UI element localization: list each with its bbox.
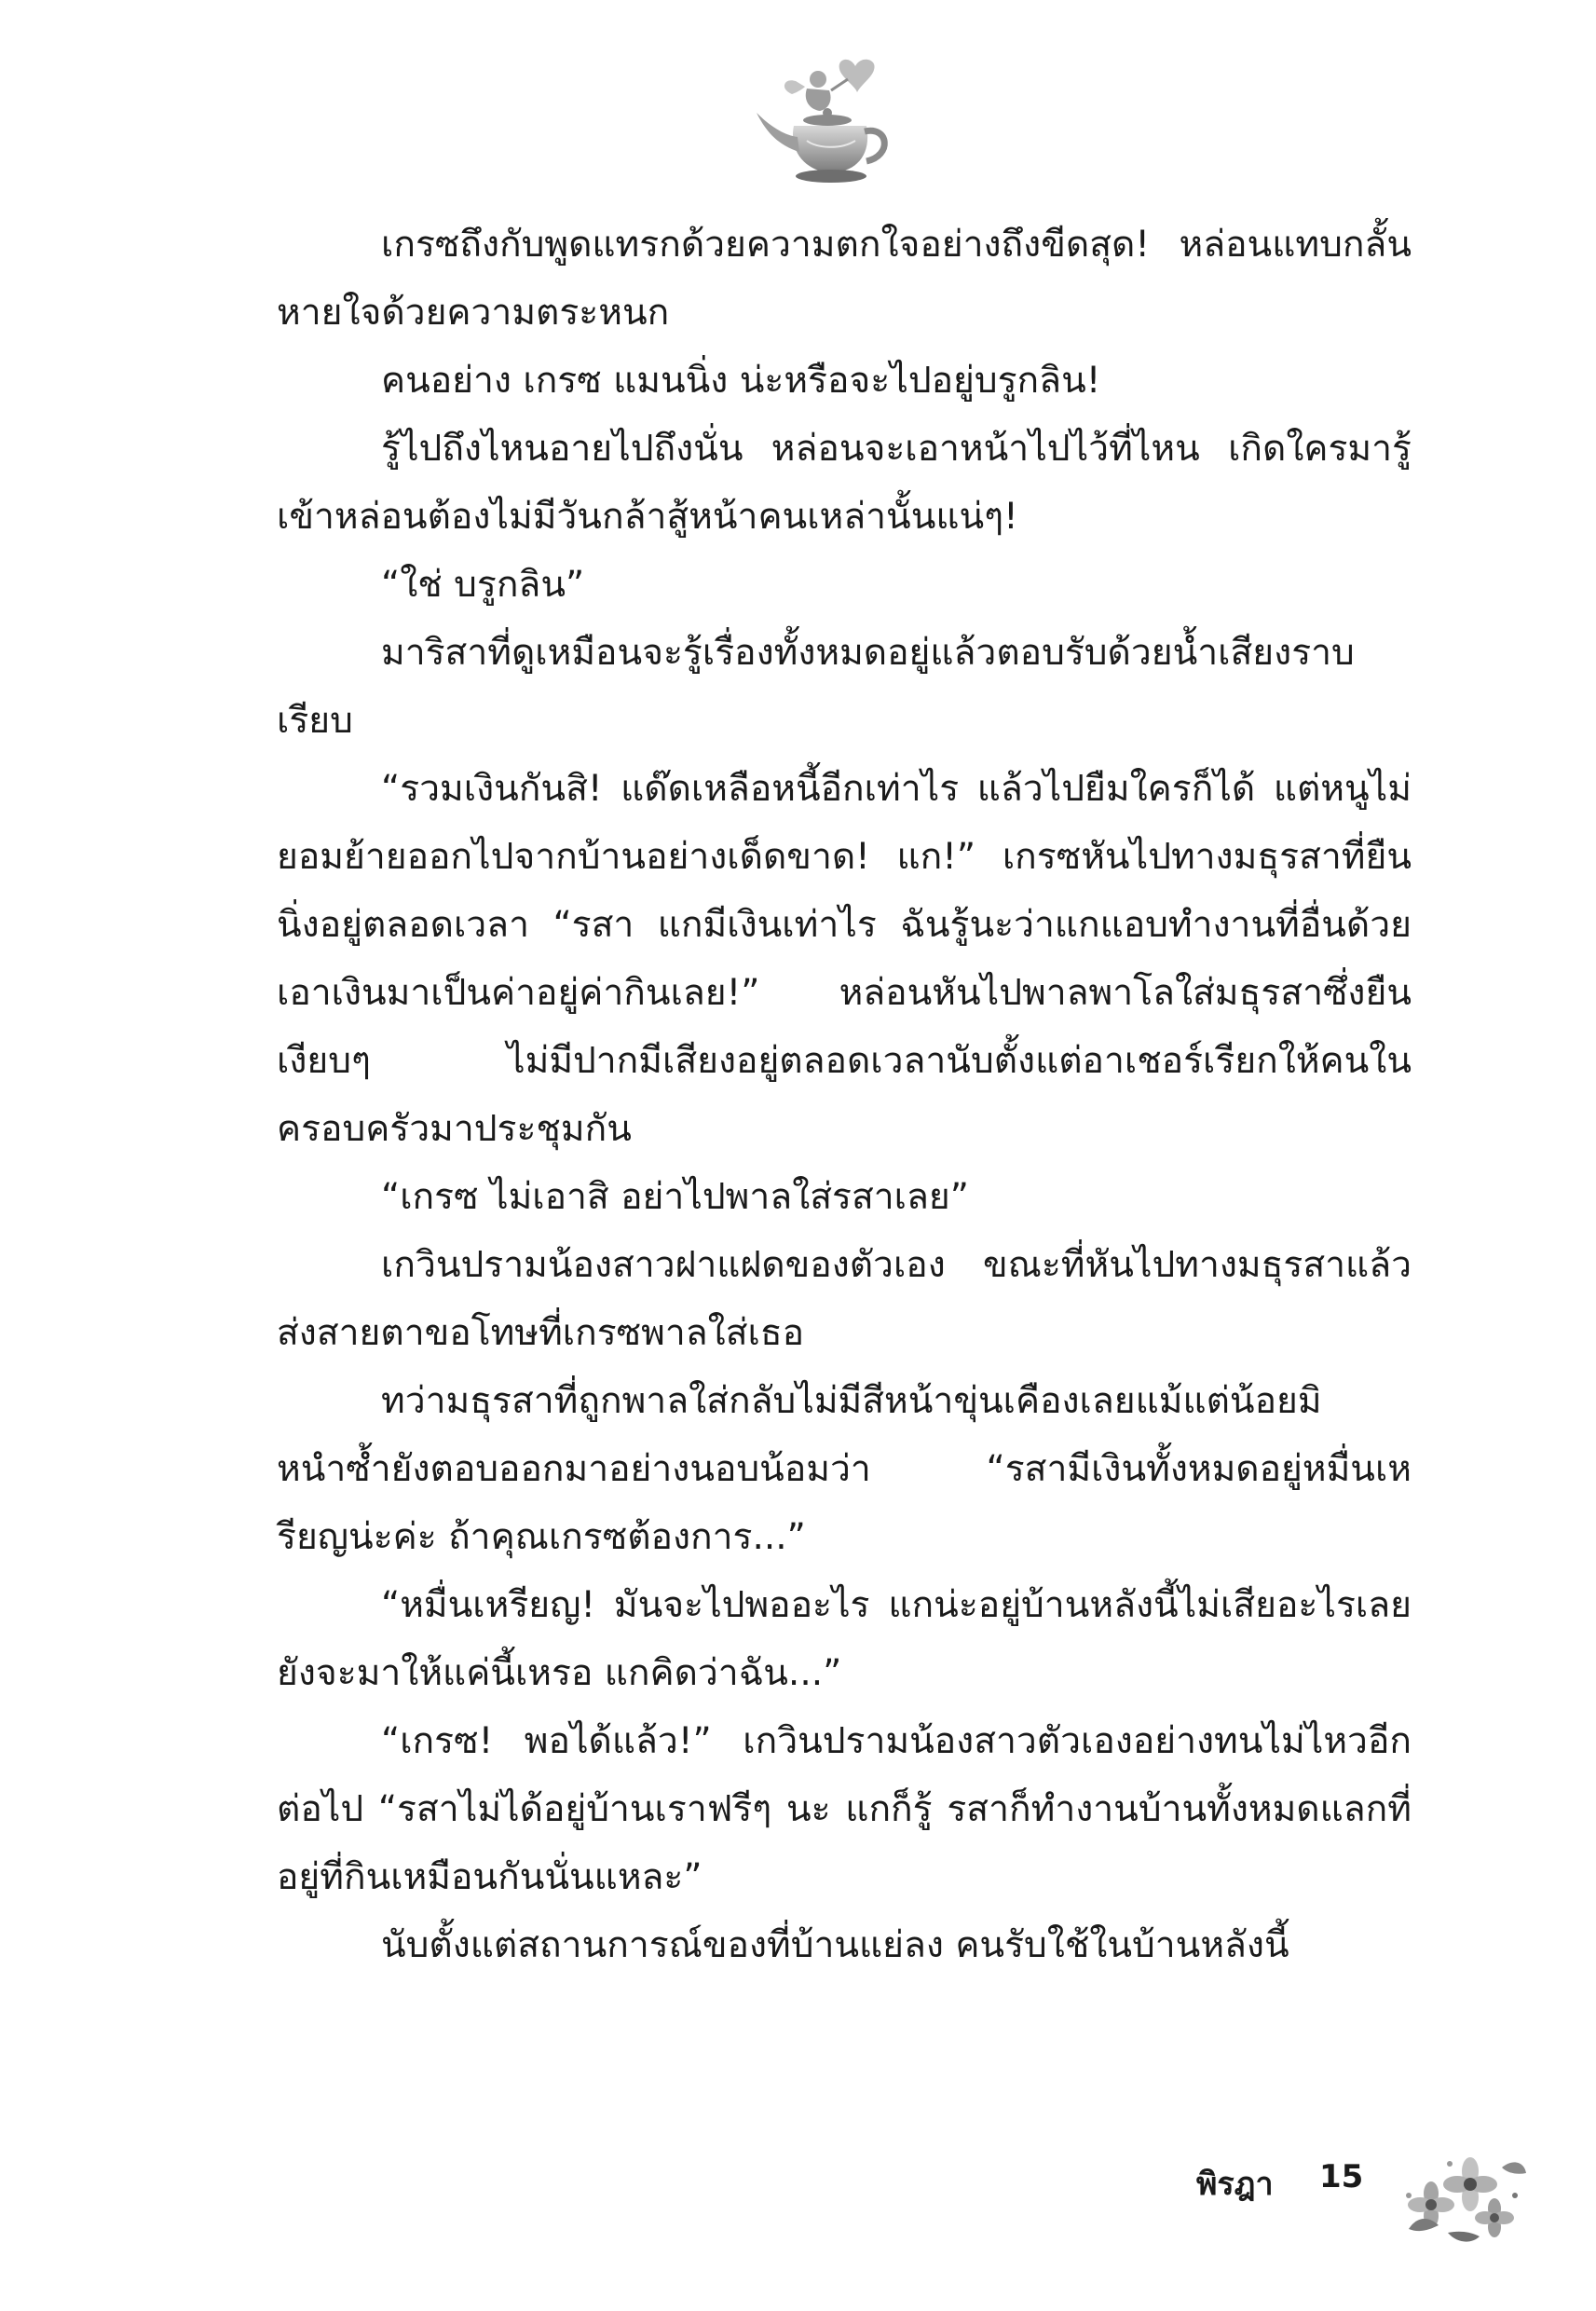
paragraph: “รวมเงินกันสิ! แด๊ดเหลือหนี้อีกเท่าไร แล้วไปยืมใครก็ได้ แต่หนูไม่ยอมย้ายออกไปจากบ้านอย่างเด็ดขาด! แก!” เกรซหันไปทางมธุรสาที่ยืนนิ่งอยู่ตลอดเวลา “รสา แกมีเงินเท่าไร ฉันรู้นะว่าแกแอบทำงานที่อื่นด้วย เอาเงินมาเป็นค่าอยู่ค่ากินเลย!” หล่อนหันไปพาลพาโลใส่มธุรสาซึ่งยืนเงียบๆ ไม่มีปากมีเสียงอยู่ตลอดเวลานับตั้งแต่อาเชอร์เรียกให้คนในครอบครัวมาประชุมกัน xyxy=(277,768,1412,1150)
page-number: 15 xyxy=(1319,2158,1364,2195)
teapot-cupid-ornament-icon xyxy=(751,51,909,200)
paragraph: “เกรซ! พอได้แล้ว!” เกวินปรามน้องสาวตัวเองอย่างทนไม่ไหวอีกต่อไป “รสาไม่ได้อยู่บ้านเราฟรีๆ นะ แกก็รู้ รสาก็ทำงานบ้านทั้งหมดแลกที่อยู่ที่กินเหมือนกันนั่นแหละ” xyxy=(277,1720,1412,1898)
paragraph: นับตั้งแต่สถานการณ์ของที่บ้านแย่ลง คนรับใช้ในบ้านหลังนี้ xyxy=(381,1924,1289,1966)
paragraph: “หมื่นเหรียญ! มันจะไปพออะไร แกน่ะอยู่บ้านหลังนี้ไม่เสียอะไรเลย ยังจะมาให้แค่นี้เหรอ แกคิดว่าฉัน...” xyxy=(277,1584,1412,1694)
paragraph: “เกรซ ไม่เอาสิ อย่าไปพาลใส่รสาเลย” xyxy=(381,1176,969,1218)
body-text xyxy=(277,211,1412,1979)
page-footer xyxy=(1183,2140,1537,2251)
paragraph: ทว่ามธุรสาที่ถูกพาลใส่กลับไม่มีสีหน้าขุ่นเคืองเลยแม้แต่น้อยมิหนำซ้ำยังตอบออกมาอย่างนอบน้อมว่า “รสามีเงินทั้งหมดอยู่หมื่นเหรียญน่ะค่ะ ถ้าคุณเกรซต้องการ...” xyxy=(277,1380,1412,1558)
paragraph: “ใช่ บรูกลิน” xyxy=(381,564,585,606)
paragraph: เกวินปรามน้องสาวฝาแฝดของตัวเอง ขณะที่หันไปทางมธุรสาแล้วส่งสายตาขอโทษที่เกรซพาลใส่เธอ xyxy=(277,1244,1412,1354)
flower-bouquet-icon xyxy=(1390,2140,1530,2251)
paragraph: เกรซถึงกับพูดแทรกด้วยความตกใจอย่างถึงขีดสุด! หล่อนแทบกลั้นหายใจด้วยความตระหนก xyxy=(277,224,1412,334)
book-title: พิรฎา xyxy=(1196,2166,1274,2203)
paragraph: คนอย่าง เกรซ แมนนิ่ง น่ะหรือจะไปอยู่บรูกลิน! xyxy=(381,360,1101,402)
paragraph: มาริสาที่ดูเหมือนจะรู้เรื่องทั้งหมดอยู่แล้วตอบรับด้วยน้ำเสียงราบเรียบ xyxy=(277,632,1355,742)
paragraph: รู้ไปถึงไหนอายไปถึงนั่น หล่อนจะเอาหน้าไปไว้ที่ไหน เกิดใครมารู้เข้าหล่อนต้องไม่มีวันกล้าสู้หน้าคนเหล่านั้นแน่ๆ! xyxy=(277,428,1412,538)
